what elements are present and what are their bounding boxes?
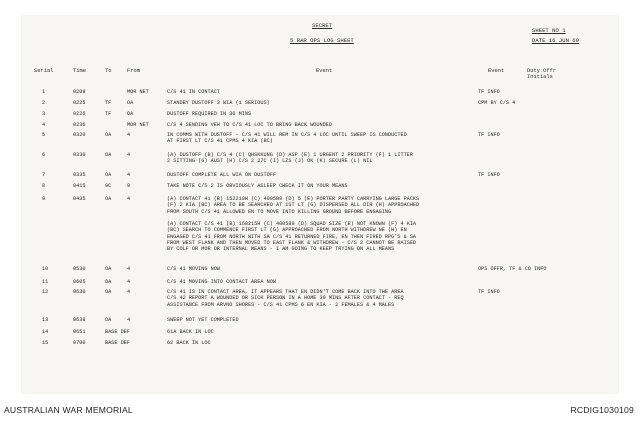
row-event [167,317,502,323]
row-event [167,329,502,335]
row-event [167,266,502,272]
row-time: 0605 [73,279,86,285]
row-serial: 4 [42,122,46,128]
row-time: 0226 [73,111,86,117]
row-to: OA [105,152,112,158]
row-from: 4 [127,132,131,138]
row-to: OA [105,196,112,202]
row-to: OA [105,132,112,138]
row-to: TF [105,111,112,117]
event-line: ASSISTANCE FROM ARVNO SHORES - C/S 41 CPMS 6 EN KIA - 2 FEMALES & 4 MALES [167,301,395,308]
row-time: 0209 [73,89,86,95]
row-serial: 9 [42,196,46,202]
row-serial: 1 [42,89,46,95]
event-line: SWEEP NOT YET COMPLETED [167,317,239,323]
row-serial: 13 [42,317,49,323]
footer-institution: AUSTRALIAN WAR MEMORIAL [4,405,133,415]
event-line: C/S 41 IN CONTACT [167,89,220,95]
row-from: 4 [127,152,131,158]
event-line: BY COLF OR MOR OR INTERNAL MEANS - I AM GOING TO KEEP TRYING ON ALL MEANS [167,246,395,253]
row-time: 0530 [73,266,86,272]
classification-label: SECRET [312,22,333,29]
event-line: TAKE NOTE C/S 2 IS OBVIOUSLY ASLEEP CHECK IT ON YOUR MEANS [167,183,348,189]
event-line: C/S 42 REPORT A WOUNDED OR SICK PERSON IN A HOME 30 MINS AFTER CONTACT - REQ [167,295,404,302]
row-serial: 14 [42,329,49,335]
event-line: DUSTOFF COMPLETE ALL WIA ON DUSTOFF [167,172,276,178]
row-from: OA [127,111,134,117]
row-time: 0651 [73,329,86,335]
row-from: MOR NET [127,89,149,95]
row-from: 4 [127,196,131,202]
event-line: IN COMMS WITH DUSTOFF - C/S 41 WILL REM IN C/S 4 LOC UNTIL SWEEP IS CONDUCTED [167,132,407,138]
sheet-number: SHEET NO 1 [532,27,566,34]
event-line: (BC) SEARCH TO COMMENCE FIRST LT (G) APPROACHED FROM NORTH WITHDREW NE (H) EN [167,227,407,234]
row-from: 4 [127,317,131,323]
row-serial: 8 [42,183,46,189]
row-from: 4 [127,289,131,295]
row-event [167,111,502,117]
row-time: 0415 [73,183,86,189]
col-serial: Serial [34,68,54,74]
col-initials: Initials [527,74,553,80]
row-event [167,132,502,145]
row-to: BASE DEF [105,329,130,335]
event-line: C/S 41 IS IN CONTACT AREA, IT APPEARS THAT EN DIDN'T COME BACK INTO THE AREA [167,289,404,295]
event-line: C/S 4 SENDING VEH TO C/S 41 LOC TO BRING BACK WOUNDED [167,122,332,128]
row-remark: OPS OFFR, TF & CO INFO [478,266,547,272]
row-serial: 7 [42,172,46,178]
event-line: C/S 41 MOVING NOW [167,266,220,272]
row-event [167,279,502,285]
col-duty-offr: Duty Offr [527,68,557,74]
row-from: 4 [127,279,131,285]
row-remark: TF INFO [478,289,500,295]
row-time: 0630 [73,289,86,295]
row-to: 9C [105,183,112,189]
row-to: TF [105,100,112,106]
row-to: BASE DEF [105,340,130,346]
col-event: Event [316,68,333,74]
row-event [167,89,502,95]
event-line: (A) CONTACT 41 (B) 152210H (C) 400589 (D) 5 (E) PORTER PARTY CARRYING LARGE PACKS [167,196,420,202]
event-line: 61A BACK IN LOC [167,329,214,335]
col-event-right: Event [488,68,505,74]
row-event [167,122,502,128]
row-serial: 3 [42,111,46,117]
row-event [167,152,502,165]
row-from: OA [127,100,134,106]
row-from: MOR NET [127,122,149,128]
sheet-date: DATE 16 JUN 69 [532,37,579,44]
event-line: AT FIRST LT C/S 41 CPMS 4 KIA (BC) [167,138,273,145]
row-remark: TF INFO [478,132,500,138]
row-event [167,183,502,189]
row-from: 4 [127,172,131,178]
row-serial: 10 [42,266,49,272]
row-time: 0330 [73,152,86,158]
row-event [167,172,502,178]
sheet-title: 5 RAR OPS LOG SHEET [290,37,354,44]
row-event [167,100,502,106]
row-serial: 6 [42,152,46,158]
event-line: (F) 2 KIA (BC) AREA TO BE SEARCHED AT 1ST LT (G) DISPERSED ALL DIR (H) APPROACHED [167,202,420,209]
row-serial: 5 [42,132,46,138]
row-time: 0225 [73,100,86,106]
row-from: 4 [127,266,131,272]
row-time: 0638 [73,317,86,323]
row-time: 0700 [73,340,86,346]
event-line: ENGAGED C/S 41 FROM NORTH WITH SA C/S 41 RETURNED FIRE, EN THEN FIRED RPG'S & SA [167,233,417,240]
row-remark: TF INFO [478,172,500,178]
row-remark: TF INFO [478,89,500,95]
row-from: 9 [127,183,131,189]
row-remark: CPM BY C/S 4 [478,100,516,106]
row-to: OA [105,317,112,323]
row-serial: 11 [42,279,49,285]
event-line: FROM WEST FLANK AND THEN MOVED TO EAST FLANK & WITHDREW - C/S 2 CANNOT BE RAISED [167,240,417,247]
row-to: OA [105,266,112,272]
row-to: OA [105,289,112,295]
footer-catalogue-id: RCDIG1030109 [570,405,634,415]
row-event [167,289,502,308]
event-line: (A) DUSTOFF (B) C/S 4 (C) QHSKKUNG (D) ASP (E) 1 URGENT 2 PRIORITY (F) 1 LITTER [167,152,413,158]
row-time: 0435 [73,196,86,202]
row-serial: 15 [42,340,49,346]
col-time: Time [73,68,86,74]
row-event [167,340,502,346]
event-line: DUSTOFF REQUIRED IN 30 MINS [167,111,252,117]
event-line: 62 BACK IN LOC [167,340,211,346]
event-line: FROM SOUTH C/S 41 ALLOWED EN TO MOVE INTO KILLING GROUND BEFORE ENGAGING [167,208,392,215]
event-line: STANDBY DUSTOFF 3 WIA (1 SERIOUS) [167,100,270,106]
row-to: OA [105,172,112,178]
row-time: 0335 [73,172,86,178]
row-time: 0320 [73,132,86,138]
row-to: OA [105,279,112,285]
col-to: To [105,68,112,74]
row-event [167,196,502,253]
event-line: C/S 41 MOVING INTO CONTACT AREA NOW [167,279,276,285]
event-line: 2 SITTING (G) AUST (H) C/S 2 27C (I) LZS (J) OK (K) SECURE (L) NIL [167,158,373,165]
log-sheet [22,16,618,393]
event-line: (A) CONTACT C/S 41 (B) 160215H (C) 400589 (D) SQUAD SIZE (E) NOT KNOWN (F) 4 KIA [167,221,417,228]
row-serial: 2 [42,100,46,106]
row-serial: 12 [42,289,49,295]
col-from: From [127,68,140,74]
row-time: 0236 [73,122,86,128]
